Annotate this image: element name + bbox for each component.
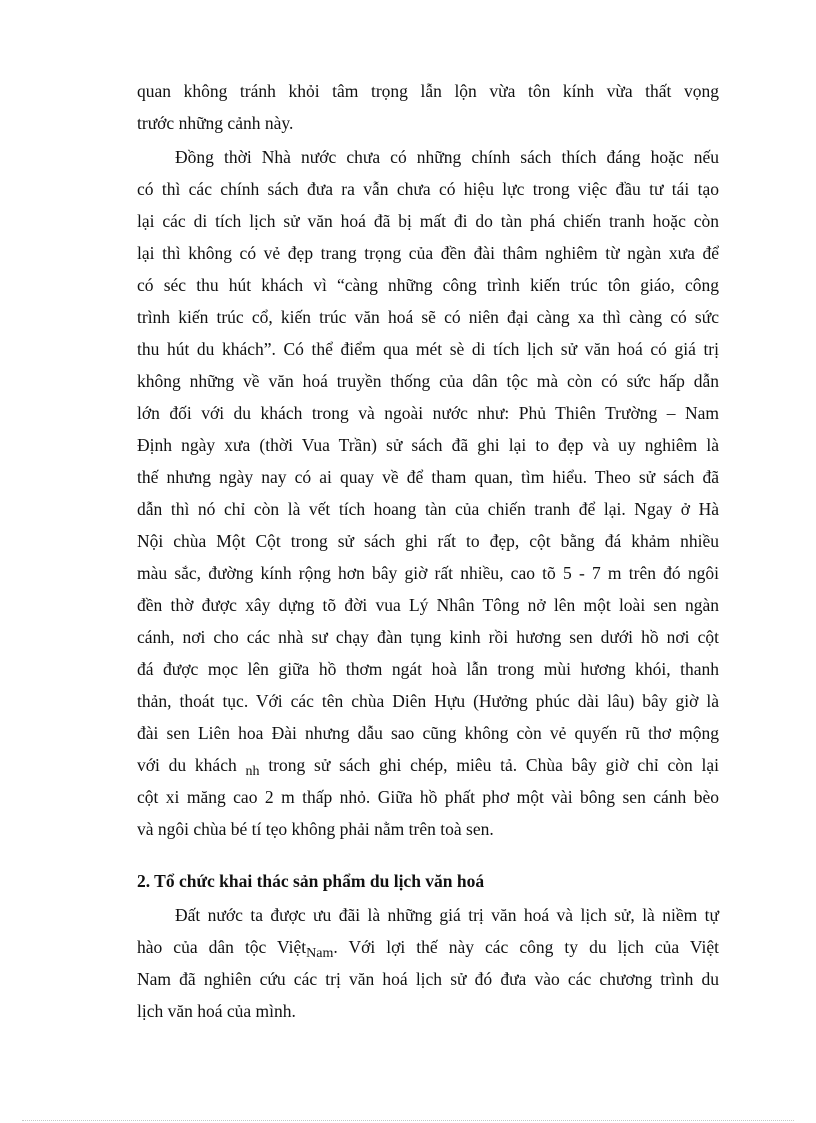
text-line: trình kiến trúc cổ, kiến trúc văn hoá sẽ có niên đại càng xa thì càng có sức xyxy=(137,307,719,327)
text-span: . Với lợi thế này các công ty du lịch của Việt xyxy=(333,937,719,957)
text-span: trong sử sách ghi chép, miêu tả. Chùa bây giờ chỉ còn lại xyxy=(268,755,720,775)
text-line: màu sắc, đường kính rộng hơn bây giờ rất nhiều, cao tõ 5 - 7 m trên đó ngôi xyxy=(137,563,719,583)
text-line: Đồng thời Nhà nước chưa có những chính sách thích đáng hoặc nếu xyxy=(175,147,719,167)
subscript-text: Nam xyxy=(306,946,334,961)
text-line: quan không tránh khỏi tâm trọng lẫn lộn vừa tôn kính vừa thất vọng xyxy=(137,81,719,101)
text-line: có séc thu hút khách vì “càng những công trình kiến trúc tôn giáo, công xyxy=(137,275,719,295)
text-line: đền thờ được xây dựng tõ đời vua Lý Nhân Tông nở lên một loài sen ngàn xyxy=(137,595,719,615)
text-line: cánh, nơi cho các nhà sư chạy đàn tụng kinh rồi hương sen dưới hồ nơi cột xyxy=(137,627,719,647)
text-line: Nam đã nghiên cứu các trị văn hoá lịch sử đó đưa vào các chương trình du xyxy=(137,969,719,989)
text-line: đài sen Liên hoa Đài nhưng dẫu sao cũng không còn vẻ quyến rũ thơ mộng xyxy=(137,723,719,743)
text-line: thản, thoát tục. Với các tên chùa Diên Hựu (Hưởng phúc dài lâu) bây giờ là xyxy=(137,691,719,711)
text-line: thế nhưng ngày nay có ai quay về để tham quan, tìm hiểu. Theo sử sách đã xyxy=(137,467,719,487)
text-line: cột xi măng cao 2 m thấp nhỏ. Giữa hồ phất phơ một vài bông sen cánh bèo xyxy=(137,787,719,807)
text-line: Nội chùa Một Cột trong sử sách ghi rất to đẹp, cột bằng đá khảm nhiều xyxy=(137,531,719,551)
page-bottom-rule xyxy=(22,1120,794,1121)
text-span: hào của dân tộc Việt xyxy=(137,937,307,957)
subscript-text: nh xyxy=(245,764,260,779)
text-span: với du khách xyxy=(137,755,237,775)
text-line: dẫn thì nó chỉ còn là vết tích hoang tàn của chiến tranh để lại. Ngay ở Hà xyxy=(137,499,719,519)
text-line: lớn đối với du khách trong và ngoài nước như: Phủ Thiên Trường – Nam xyxy=(137,403,719,423)
text-line: Đất nước ta được ưu đãi là những giá trị văn hoá và lịch sử, là niềm tự xyxy=(175,905,719,925)
text-line: không những về văn hoá truyền thống của dân tộc mà còn có sức hấp dẫn xyxy=(137,371,719,391)
text-line: trước những cảnh này. xyxy=(137,113,294,133)
text-line: thu hút du khách”. Có thể điểm qua mét sè di tích lịch sử văn hoá có giá trị xyxy=(137,339,719,359)
text-line: Định ngày xưa (thời Vua Trần) sử sách đã ghi lại to đẹp và uy nghiêm là xyxy=(137,435,719,455)
text-line: lịch văn hoá của mình. xyxy=(137,1001,296,1021)
text-line: có thì các chính sách đưa ra vẫn chưa có hiệu lực trong việc đầu tư tái tạo xyxy=(137,179,719,199)
text-line: lại thì không có vẻ đẹp trang trọng của đền đài thâm nghiêm từ ngàn xưa để xyxy=(137,243,719,263)
text-line xyxy=(137,754,719,779)
text-line: đá được mọc lên giữa hồ thơm ngát hoà lẫn trong mùi hương khói, thanh xyxy=(137,659,719,679)
text-line: và ngôi chùa bé tí tẹo không phải nằm trên toà sen. xyxy=(137,819,494,839)
section-heading: 2. Tổ chức khai thác sản phẩm du lịch văn hoá xyxy=(137,871,485,891)
text-line xyxy=(137,936,719,961)
text-line: lại các di tích lịch sử văn hoá đã bị mất đi do tàn phá chiến tranh hoặc còn xyxy=(137,211,719,231)
